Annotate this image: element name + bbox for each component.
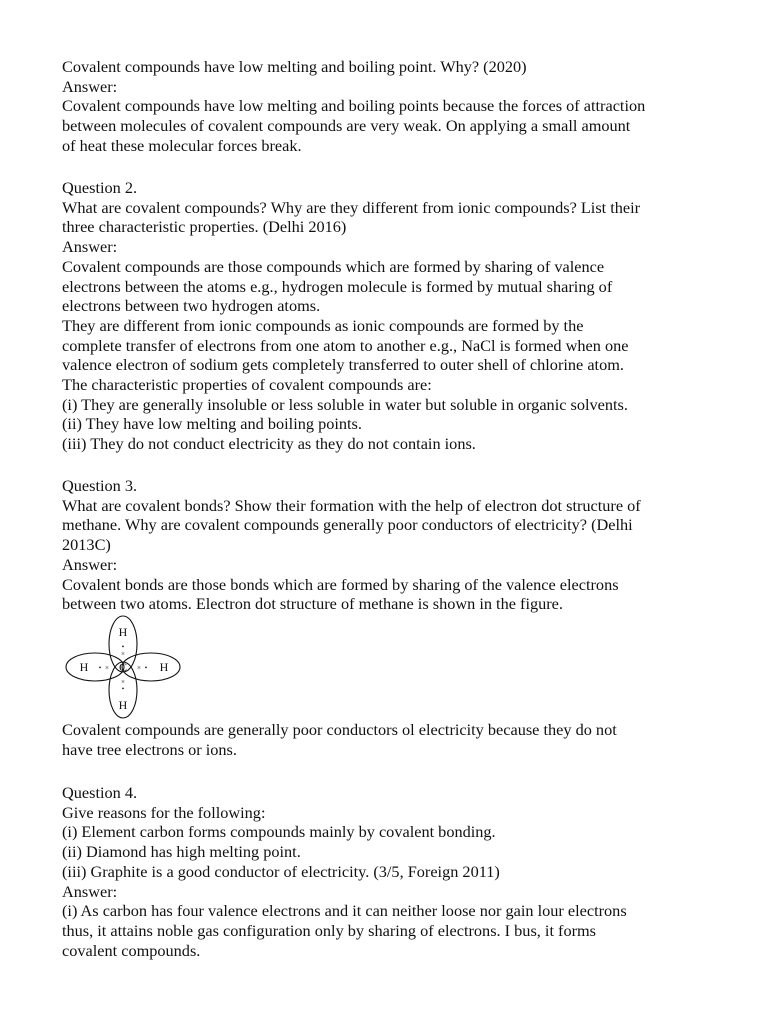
answer-line: have tree electrons or ions. [62, 739, 237, 759]
electron-dot: • [121, 643, 125, 651]
answer-line: They are different from ionic compounds as ionic compounds are formed by the [62, 315, 584, 335]
question-line: (ii) Diamond has high melting point. [62, 842, 301, 862]
hydrogen-bottom-label: H [118, 698, 128, 712]
answer-line: thus, it attains noble gas configuration only by sharing of electrons. I bus, it forms [62, 920, 597, 940]
answer-line: electrons between the atoms e.g., hydrogen molecule is formed by mutual sharing of [62, 276, 613, 296]
answer-line: (iii) They do not conduct electricity as they do not contain ions. [62, 434, 476, 454]
carbon-label: C [118, 660, 128, 674]
question-line: (i) Element carbon forms compounds mainly by covalent bonding. [62, 822, 496, 842]
answer-line: (i) As carbon has four valence electrons and it can neither loose nor gain lour electrons [62, 901, 627, 921]
answer-line: Covalent compounds have low melting and boiling points because the forces of attraction [62, 96, 646, 116]
question-3-label: Question 3. [62, 476, 138, 495]
question-line: What are covalent compounds? Why are they different from ionic compounds? List their [62, 197, 641, 217]
question-line: Give reasons for the following: [62, 802, 266, 822]
answer-line: complete transfer of electrons from one atom to another e.g., NaCl is formed when one [62, 335, 629, 355]
question-3-block [62, 476, 722, 614]
methane-electron-dot-diagram [62, 614, 184, 720]
answer-line: (i) They are generally insoluble or less soluble in water but soluble in organic solvents. [62, 394, 628, 414]
answer-label: Answer: [62, 554, 118, 574]
answer-line: The characteristic properties of covalent compounds are: [62, 375, 432, 395]
electron-dot: • [144, 664, 148, 672]
answer-line: Covalent bonds are those bonds which are formed by sharing of the valence electrons [62, 574, 619, 594]
question-4-label: Question 4. [62, 783, 138, 802]
hydrogen-left-label: H [79, 660, 89, 674]
question-1-block [62, 57, 722, 156]
answer-label: Answer: [62, 237, 118, 257]
question-3-conclusion [62, 720, 722, 759]
question-2-label: Question 2. [62, 178, 138, 197]
question-line: 2013C) [62, 535, 111, 555]
question-1-text: Covalent compounds have low melting and boiling point. Why? (2020) [62, 57, 527, 76]
electron-cross: × [105, 664, 109, 672]
question-line: What are covalent bonds? Show their formation with the help of electron dot structure of [62, 495, 641, 515]
electron-cross: × [121, 650, 125, 658]
answer-line: (ii) They have low melting and boiling points. [62, 414, 362, 434]
question-2-block [62, 178, 722, 454]
answer-line: valence electron of sodium gets completely transferred to outer shell of chlorine atom. [62, 355, 624, 375]
hydrogen-top-label: H [118, 625, 128, 639]
question-4-block [62, 783, 722, 960]
answer-line: between two atoms. Electron dot structure of methane is shown in the figure. [62, 594, 563, 614]
question-line: three characteristic properties. (Delhi 2016) [62, 217, 347, 237]
electron-cross: × [137, 664, 141, 672]
electron-dot: • [98, 664, 102, 672]
answer-line: covalent compounds. [62, 940, 201, 960]
question-line: methane. Why are covalent compounds generally poor conductors of electricity? (Delhi [62, 515, 633, 535]
answer-line: electrons between two hydrogen atoms. [62, 296, 321, 316]
answer-label: Answer: [62, 76, 118, 96]
hydrogen-right-label: H [159, 660, 169, 674]
electron-dot: • [121, 685, 125, 693]
answer-line: between molecules of covalent compounds are very weak. On applying a small amount [62, 116, 631, 136]
answer-line: of heat these molecular forces break. [62, 135, 302, 155]
answer-line: Covalent compounds are generally poor conductors ol electricity because they do not [62, 720, 617, 739]
answer-label: Answer: [62, 881, 118, 901]
answer-line: Covalent compounds are those compounds which are formed by sharing of valence [62, 256, 605, 276]
question-line: (iii) Graphite is a good conductor of electricity. (3/5, Foreign 2011) [62, 861, 500, 881]
electron-cross: × [121, 678, 125, 686]
